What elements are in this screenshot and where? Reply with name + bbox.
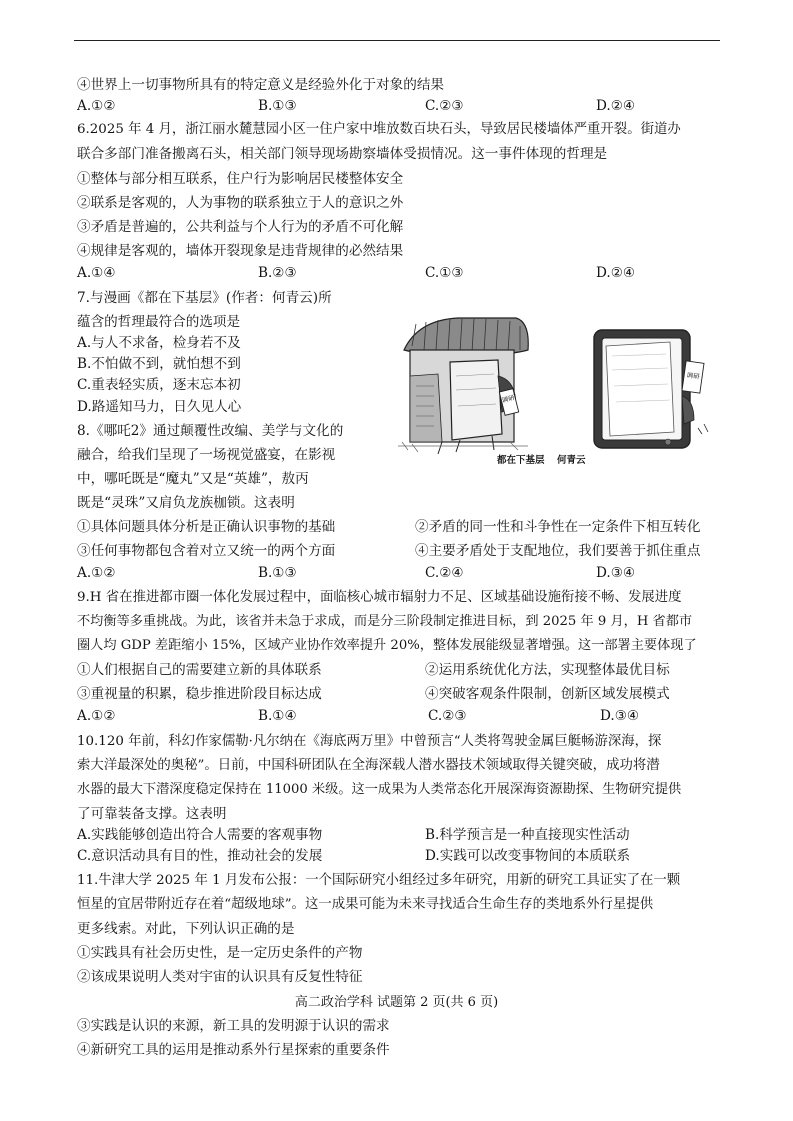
cartoon-caption-author: 何青云: [557, 455, 586, 466]
q11-stem-line-1: 11.牛津大学 2025 年 1 月发布公报：一个国际研究小组经过多年研究，用新的研究工具证实了在一颗: [77, 873, 681, 888]
q9-item-3: ③重视量的积累，稳步推进阶段目标达成: [77, 686, 322, 702]
q6-option-b[interactable]: B.②③: [258, 265, 297, 281]
q5-item-4: ④世界上一切事物所具有的特定意义是经验外化于对象的结果: [77, 77, 445, 93]
q8-option-a[interactable]: A.①②: [77, 565, 116, 581]
q9-item-4: ④突破客观条件限制，创新区域发展模式: [425, 686, 670, 702]
q6-stem-line-1: 6.2025 年 4 月，浙江丽水麓慧园小区一住户家中堆放数百块石头，导致居民楼墙体严重开裂。街道办: [77, 122, 681, 137]
q7-stem-line-1: 7.与漫画《都在下基层》(作者：何青云)所: [77, 290, 332, 306]
q9-stem-line-1: 9.H 省在推进都市圈一体化发展过程中，面临核心城市辐射力不足、区域基础设施衔接不畅、发展进度: [77, 590, 682, 605]
q6-item-3: ③矛盾是普遍的，公共利益与个人行为的矛盾不可化解: [77, 219, 404, 235]
q9-option-a[interactable]: A.①②: [77, 708, 116, 724]
q8-stem-line-4: 既是“灵珠”又肩负龙族枷锁。这表明: [77, 495, 295, 511]
q7-choice-b[interactable]: B.不怕做不到，就怕想不到: [77, 356, 241, 372]
q8-item-3: ③任何事物都包含着对立又统一的两个方面: [77, 543, 336, 559]
q8-option-d[interactable]: D.③④: [596, 565, 636, 581]
cartoon-caption-title: 都在下基层: [497, 455, 545, 466]
q11-item-1: ①实践具有社会历史性，是一定历史条件的产物: [77, 945, 363, 961]
q7-choice-a[interactable]: A.与人不求备，检身若不及: [77, 335, 241, 351]
q8-item-1: ①具体问题具体分析是正确认识事物的基础: [77, 519, 336, 535]
q9-item-1: ①人们根据自己的需要建立新的具体联系: [77, 662, 322, 678]
q8-stem-line-3: 中，哪吒既是“魔丸”又是“英雄”，敖丙: [77, 471, 309, 487]
q11-item-3: ③实践是认识的来源，新工具的发明源于认识的需求: [77, 1018, 390, 1034]
q11-stem-line-2: 恒星的宜居带附近存在着“超级地球”。这一成果可能为未来寻找适合生命生存的类地系外行星提供: [77, 897, 654, 912]
q11-item-4: ④新研究工具的运用是推动系外行星探索的重要条件: [77, 1042, 390, 1058]
q8-option-c[interactable]: C.②④: [425, 565, 464, 581]
cartoon-sign-left: 调研: [500, 393, 516, 405]
q5-option-b[interactable]: B.①③: [258, 98, 297, 114]
q8-option-b[interactable]: B.①③: [258, 565, 297, 581]
q6-option-c[interactable]: C.①③: [425, 265, 464, 281]
q8-stem-line-2: 融合，给我们呈现了一场视觉盛宴，在影视: [77, 447, 336, 463]
q8-options: [0, 564, 793, 582]
q7-stem-line-2: 蕴含的哲理最符合的选项是: [77, 314, 241, 330]
q10-choice-b[interactable]: B.科学预言是一种直接现实性活动: [425, 827, 630, 843]
q9-stem-line-2: 不均衡等多重挑战。为此，该省并未急于求成，而是分三阶段制定推进目标，到 2025 年 9 月，H 省都市: [77, 614, 693, 629]
q9-option-b[interactable]: B.①④: [258, 708, 297, 724]
q7-choice-d[interactable]: D.路遥知马力，日久见人心: [77, 399, 242, 415]
q6-option-d[interactable]: D.②④: [596, 265, 636, 281]
q10-choice-c[interactable]: C.意识活动具有目的性，推动社会的发展: [77, 848, 323, 864]
page-footer: 高二政治学科 试题第 2 页(共 6 页): [294, 995, 499, 1010]
cartoon-image: [398, 316, 716, 466]
q10-choice-d[interactable]: D.实践可以改变事物间的本质联系: [425, 848, 631, 864]
q11-item-2: ②该成果说明人类对宇宙的认识具有反复性特征: [77, 969, 363, 985]
q6-item-2: ②联系是客观的，人为事物的联系独立于人的意识之外: [77, 195, 404, 211]
q6-item-1: ①整体与部分相互联系，住户行为影响居民楼整体安全: [77, 171, 404, 187]
q10-stem-line-3: 水器的最大下潜深度稳定保持在 11000 米级。这一成果为人类常态化开展深海资源勘探、生物研究提供: [77, 782, 682, 797]
q10-choice-a[interactable]: A.实践能够创造出符合人需要的客观事物: [77, 827, 323, 843]
q5-option-d[interactable]: D.②④: [596, 98, 636, 114]
q6-item-4: ④规律是客观的，墙体开裂现象是违背规律的必然结果: [77, 243, 404, 259]
q9-options: [0, 707, 793, 725]
phone-drawing: [594, 330, 708, 448]
q10-stem-line-1: 10.120 年前，科幻作家儒勒·凡尔纳在《海底两万里》中曾预言“人类将驾驶金属巨艇畅游深海，探: [77, 734, 662, 749]
q8-stem-line-1: 8.《哪吒2》通过颠覆性改编、美学与文化的: [77, 423, 344, 439]
q5-option-a[interactable]: A.①②: [77, 98, 116, 114]
q7-choice-c[interactable]: C.重表轻实质，逐末忘本初: [77, 377, 241, 393]
q9-option-c[interactable]: C.②③: [428, 708, 467, 724]
q9-option-d[interactable]: D.③④: [600, 708, 640, 724]
q8-item-2: ②矛盾的同一性和斗争性在一定条件下相互转化: [415, 519, 701, 535]
cartoon-sign-right: 调研: [686, 371, 701, 381]
q6-options: [0, 264, 793, 282]
q11-stem-line-3: 更多线索。对此，下列认识正确的是: [77, 921, 295, 937]
q8-item-4: ④主要矛盾处于支配地位，我们要善于抓住重点: [415, 543, 701, 559]
header-rule: [74, 40, 720, 41]
q9-item-2: ②运用系统优化方法，实现整体最优目标: [425, 662, 670, 678]
q5-option-c[interactable]: C.②③: [425, 98, 464, 114]
q10-stem-line-2: 索大洋最深处的奥秘”。日前，中国科研团队在全海深载人潜水器技术领域取得关键突破，成功将潜: [77, 758, 660, 773]
q5-options: [0, 97, 793, 115]
q6-stem-line-2: 联合多部门准备搬离石头，相关部门领导现场勘察墙体受损情况。这一事件体现的哲理是: [77, 146, 608, 162]
thatched-hut-drawing: [398, 318, 528, 454]
q6-option-a[interactable]: A.①④: [77, 265, 116, 281]
q10-stem-line-4: 了可靠装备支撑。这表明: [77, 806, 227, 822]
q9-stem-line-3: 圈人均 GDP 差距缩小 15%，区域产业协作效率提升 20%，整体发展能级显著增强。这一部署主要体现了: [77, 638, 697, 653]
